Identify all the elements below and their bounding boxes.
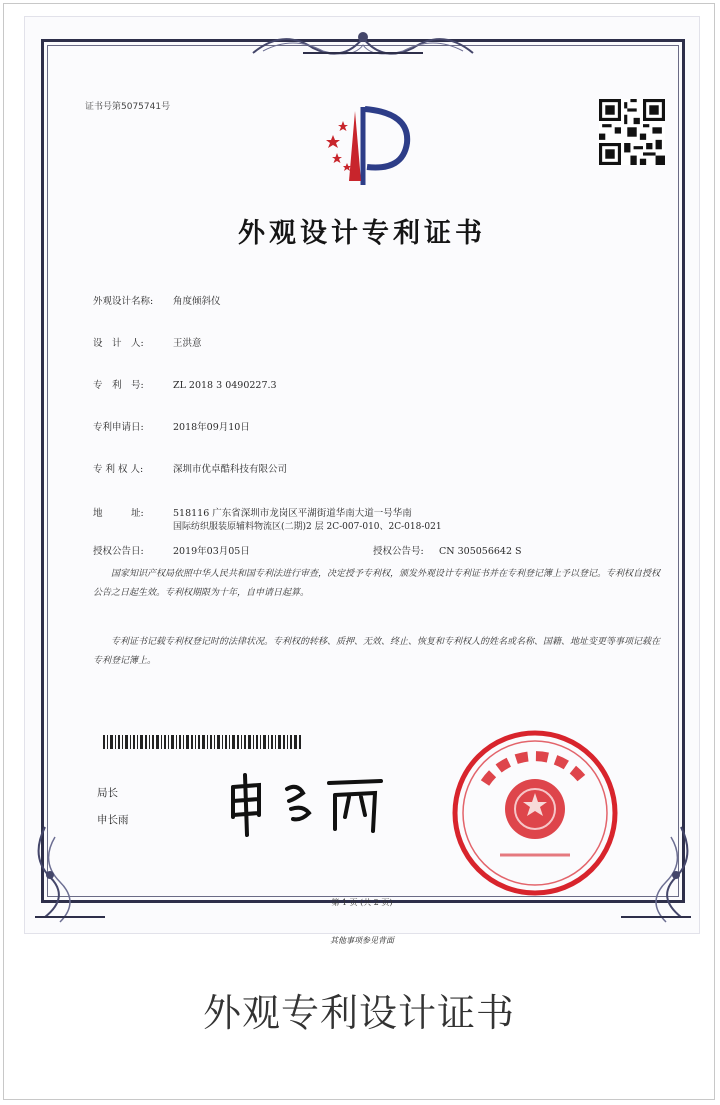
field-application-date <box>93 419 250 433</box>
qr-code <box>599 99 665 165</box>
official-seal <box>445 723 625 903</box>
director-label: 局长 <box>97 787 118 799</box>
image-caption: 外观专利设计证书 <box>202 991 515 1035</box>
field-label: 授权公告日: <box>93 546 144 557</box>
field-value: 王洪意 <box>173 338 202 349</box>
field-value: 角度倾斜仪 <box>173 296 221 307</box>
field-value: ZL 2018 3 0490227.3 <box>173 380 277 391</box>
certificate-paragraph-2: 专利证书记载专利权登记时的法律状况。专利权的转移、质押、无效、终止、恢复和专利权人的姓名或名称、国籍、地址变更等事项记载在专利登记簿上。 <box>93 637 661 666</box>
patent-certificate <box>24 16 700 945</box>
certificate-paragraph-1: 国家知识产权局依照中华人民共和国专利法进行审查，决定授予专利权，颁发外观设计专利证书并在专利登记簿上予以登记。专利权自授权公告之日起生效。专利权期限为十年，自申请日起算。 <box>93 569 661 598</box>
field-value: 2018年09月10日 <box>173 422 250 433</box>
bottom-right-ornament <box>615 817 701 927</box>
image-frame <box>3 3 715 1100</box>
field-announcement <box>93 543 522 557</box>
page-number: 第 1 页 (共 2 页) <box>331 898 393 907</box>
director-signature <box>225 769 395 839</box>
field-label: 外观设计名称: <box>93 296 154 307</box>
field-designer <box>93 335 202 349</box>
field-value: CN 305056642 S <box>439 546 522 557</box>
field-label: 专 利 号: <box>93 380 144 391</box>
certificate-title: 外观设计专利证书 <box>238 218 486 249</box>
field-label: 专 利 权 人: <box>93 464 144 475</box>
field-label: 授权公告号: <box>373 546 424 557</box>
field-label: 设 计 人: <box>93 338 144 349</box>
address-line-2: 国际纺织服装原辅料物流区(二期)2 层 2C-007-010、2C-018-021 <box>173 522 442 532</box>
field-value: 2019年03月05日 <box>173 546 250 557</box>
field-value: 518116 广东省深圳市龙岗区平湖街道华南大道一号华南 <box>173 508 412 519</box>
field-patentee <box>93 461 287 475</box>
barcode <box>103 735 301 749</box>
field-patent-number <box>93 377 277 391</box>
patent-office-emblem-icon <box>315 101 415 191</box>
field-label: 专利申请日: <box>93 422 144 433</box>
footer-note: 其他事项参见背面 <box>330 936 394 945</box>
director-name-label: 申长雨 <box>97 814 129 826</box>
top-ornament <box>243 23 483 63</box>
bottom-left-ornament <box>25 817 115 927</box>
field-value: 深圳市优卓酷科技有限公司 <box>173 464 288 475</box>
field-address <box>93 505 412 519</box>
certificate-number: 证书号第5075741号 <box>85 102 171 112</box>
field-design-name <box>93 293 221 307</box>
field-label: 地 址: <box>93 508 144 519</box>
